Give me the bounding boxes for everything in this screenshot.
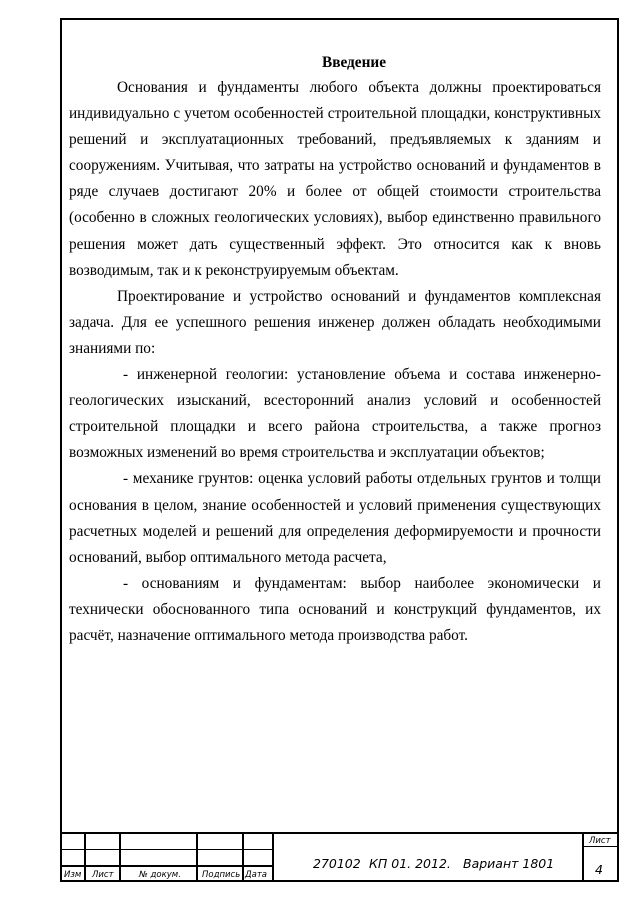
stamp-col-6 [582, 832, 584, 882]
paragraph-intro: Основания и фундаменты любого объекта должны проектироваться индивидуально с учетом особенностей строительной площадки, конструктивных решений и эксплуатационных требований, предъявляемых к зданиям и сооружениям. Учитывая, что затраты на устройство оснований и фундаментов в ряде случаев достигают 20% и более от общей стоимости строительства (особенно в сложных геологических условиях), выбор единственно правильного решения может дать существенный эффект. Это относится как к вновь возводимым, так и к реконструируемым объектам. [69, 79, 601, 279]
document-code: 270102 [313, 856, 361, 871]
stamp-label-data: Дата [245, 870, 268, 880]
list-item-geology: - инженерной геологии: установление объема и состава инженерно-геологических изысканий, всесторонний анализ условий и особенностей строительной площадки и всего района строительства, а также прогноз возможных изменений во время строительства и эксплуатации объектов; [69, 366, 601, 462]
list-item-soil-mechanics: - механике грунтов: оценка условий работы отдельных грунтов и толщи основания в целом, знание особенностей и условий применения существующих расчетных моделей и решений для определения деформируемости и прочности оснований, выбор оптимального метода расчета, [69, 470, 601, 566]
stamp-label-podpis: Подпись [202, 870, 241, 880]
stamp-col-4 [242, 832, 244, 882]
variant-label: Вариант 1801 [463, 856, 555, 871]
stamp-col-3 [196, 832, 198, 882]
stamp-col-1 [84, 832, 86, 882]
stamp-line-sheet [583, 846, 619, 847]
stamp-label-sheet: Лист [589, 836, 611, 846]
document-body [69, 52, 601, 649]
stamp-label-dokum: № докум. [139, 870, 181, 880]
stamp-col-2 [119, 832, 121, 882]
list-item-foundations: - основаниям и фундаментам: выбор наиболее экономически и технически обоснованного типа оснований и конструкций фундаментов, их расчёт, назначение оптимального метода производства работ. [69, 574, 601, 644]
stamp-col-5 [272, 832, 274, 882]
stamp-label-list: Лист [92, 870, 114, 880]
project-code: КП 01. 2012. [369, 856, 451, 871]
sheet-number: 4 [595, 862, 603, 877]
page-title: Введение [322, 54, 386, 71]
stamp-line-top [60, 832, 619, 834]
stamp-label-izm: Изм [64, 870, 82, 880]
paragraph-task: Проектирование и устройство оснований и фундаментов комплексная задача. Для ее успешного решения инженер должен обладать необходимыми знаниями по: [69, 287, 601, 357]
